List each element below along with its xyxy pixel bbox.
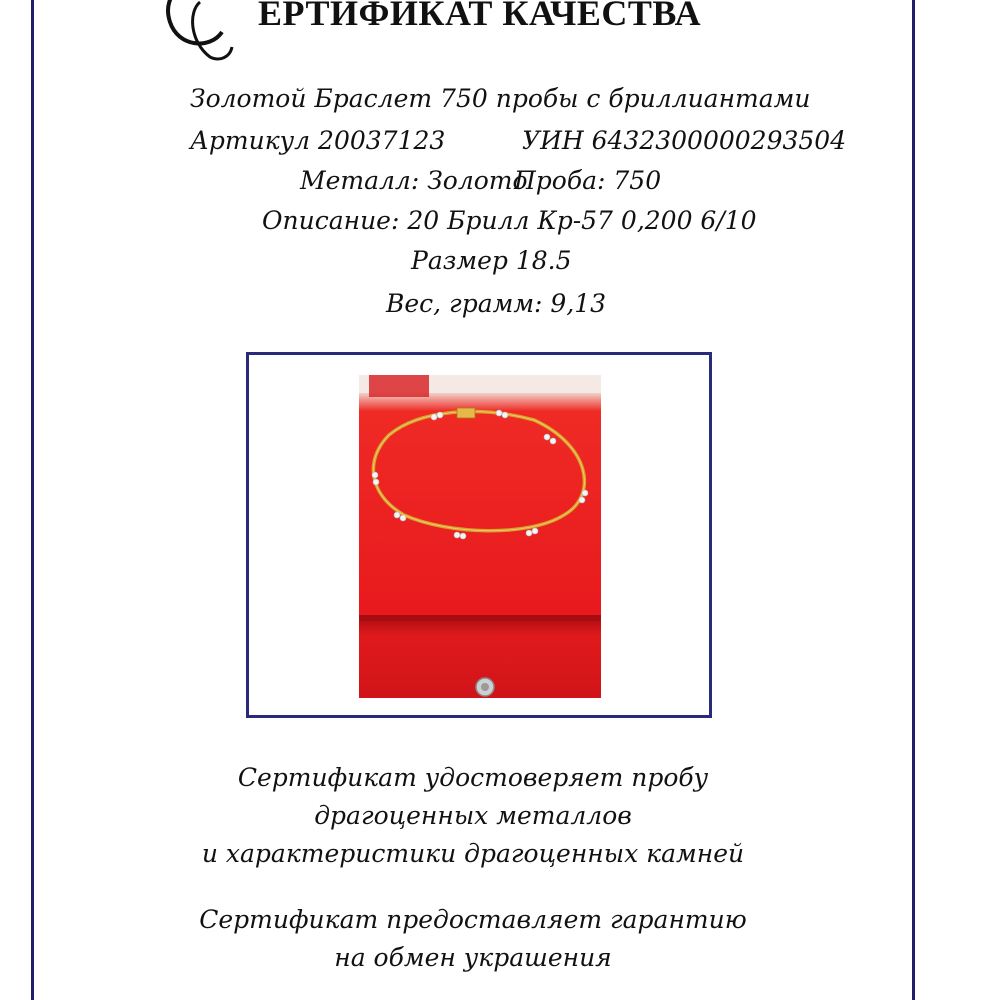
bracelet-photo — [359, 375, 601, 698]
article-number: Артикул 20037123 — [190, 126, 446, 155]
size-info: Размер 18.5 — [411, 246, 572, 275]
bracelet-image — [359, 375, 601, 698]
photo-frame — [246, 352, 712, 718]
monogram-logo — [140, 0, 250, 62]
footer-line-4: Сертификат предоставляет гарантию — [199, 905, 747, 934]
description-info: Описание: 20 Брилл Кр-57 0,200 6/10 — [262, 206, 757, 235]
uin-number: УИН 6432300000293504 — [522, 126, 847, 155]
metal-info: Металл: Золото — [300, 166, 528, 195]
certificate-title: ЕРТИФИКАТ КАЧЕСТВА — [258, 0, 702, 33]
footer-line-2: драгоценных металлов — [314, 801, 632, 830]
assay-info: Проба: 750 — [514, 166, 662, 195]
footer-line-5: на обмен украшения — [334, 943, 612, 972]
footer-line-3: и характеристики драгоценных камней — [201, 839, 745, 868]
weight-info: Вес, грамм: 9,13 — [386, 289, 607, 318]
product-name: Золотой Браслет 750 пробы с бриллиантами — [190, 84, 811, 113]
footer-line-1: Сертификат удостоверяет пробу — [237, 763, 709, 792]
